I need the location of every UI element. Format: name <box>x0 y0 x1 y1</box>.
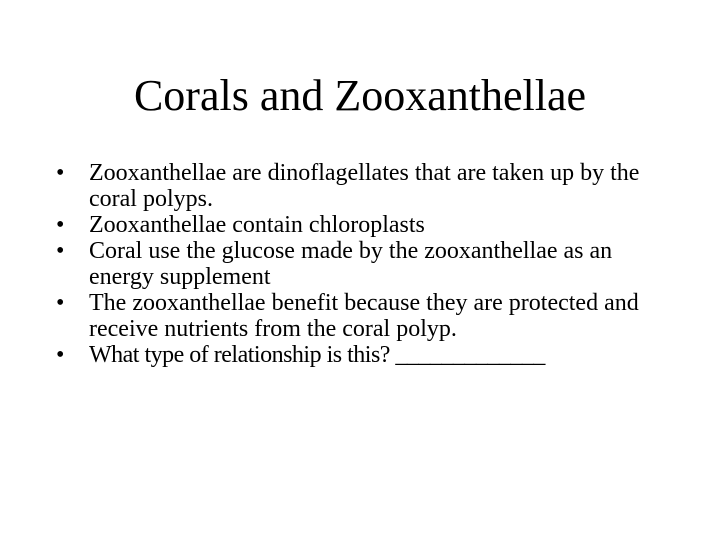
bullet-item <box>56 238 666 290</box>
bullet-dot-icon: • <box>56 290 65 316</box>
slide-title: Corals and Zooxanthellae <box>133 71 587 120</box>
bullet-text: The zooxanthellae benefit because they are protected and receive nutrients from the coral polyp. <box>89 290 639 342</box>
bullet-item <box>56 290 666 342</box>
bullet-text-question: What type of relationship is this? _____________ <box>89 342 545 368</box>
bullet-text: Zooxanthellae contain chloroplasts <box>89 212 425 238</box>
bullet-text: Zooxanthellae are dinoflagellates that are taken up by the coral polyps. <box>89 160 640 212</box>
bullet-list <box>56 160 666 368</box>
bullet-text: Coral use the glucose made by the zooxanthellae as an energy supplement <box>89 238 613 290</box>
bullet-dot-icon: • <box>56 160 65 186</box>
bullet-dot-icon: • <box>56 342 65 368</box>
bullet-dot-icon: • <box>56 212 65 238</box>
bullet-dot-icon: • <box>56 238 65 264</box>
bullet-item <box>56 342 666 368</box>
bullet-item <box>56 212 666 238</box>
bullet-item <box>56 160 666 212</box>
